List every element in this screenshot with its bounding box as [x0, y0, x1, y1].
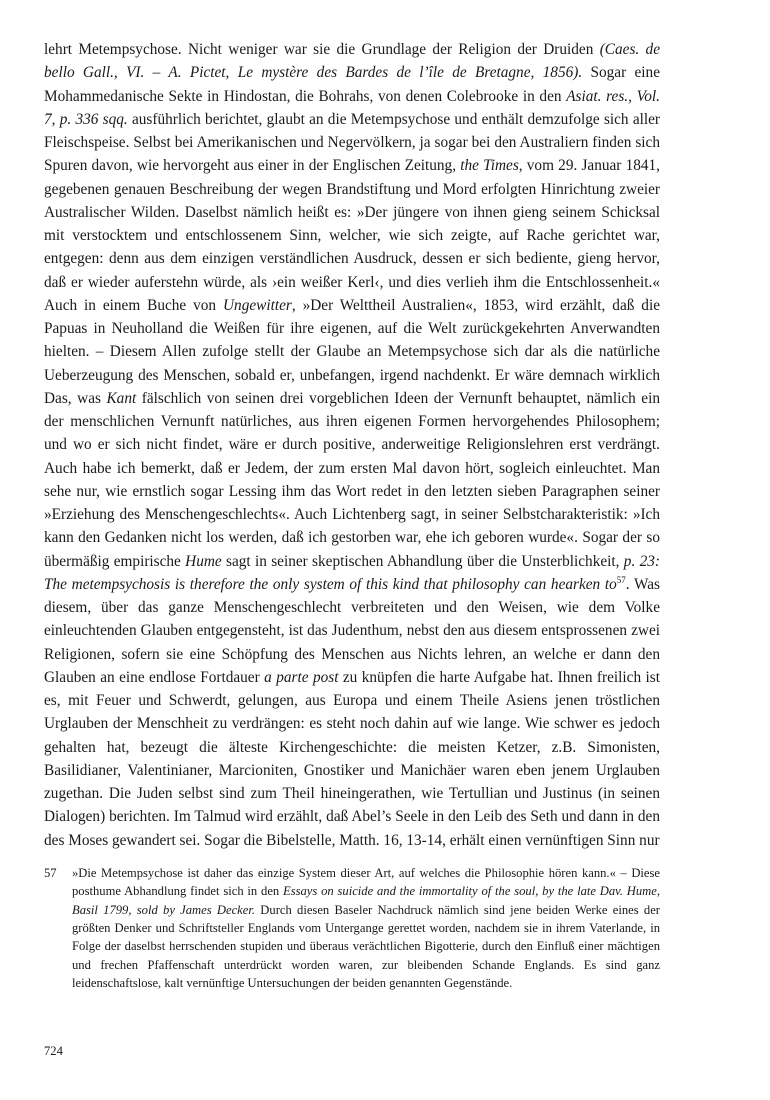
- text-run: sagt in seiner skeptischen Abhandlung über die Unsterblichkeit,: [221, 552, 624, 570]
- italic-run: (Caes. de bello Gall., VI. – A. Pictet, Le mystère des Bardes de l’île de Bretagne, 1856).: [44, 41, 660, 82]
- text-run: Durch diesen Baseler Nachdruck nämlich sind jene beiden Werke eines der größten Denker und Schriftsteller Englands vom Untergange gerettet worden, nachdem sie in ihrem Vaterlande, in Folge der daselbst herrschenden stupiden und überaus verächtlichen Bigotterie, durch den Einfluß einer mächtigen und frechen Pfaffenschaft unterdrückt worden waren, zur bleibenden Schande Englands. Es sind ganz leidenschaftslose, kalt vernünftige Untersuchungen der beiden genannten Gegenstände.: [72, 902, 660, 991]
- page-number: 724: [44, 1044, 63, 1058]
- text-run: . Was diesem, über das ganze Menschengeschlecht verbreiteten und den Weisen, wie dem Volke einleuchtenden Glauben entgegensteht, ist das Judenthum, nebst den aus diesem entsprossenen zwei Religionen, sofern sie eine Schöpfung des Menschen aus Nichts lehren, an welche er dann den Glauben an eine endlose Fortdauer: [44, 575, 660, 686]
- italic-run: Kant: [106, 389, 137, 407]
- footnote-reference: 57: [616, 574, 626, 585]
- text-run: , »Der Welttheil Australien«, 1853, wird erzählt, daß die Papuas in Neuholland die Weißen für ihre eigenen, auf die Welt zurückgekehrten Anverwandten hielten. – Diesem Allen zufolge stellt der Glaube an Metempsychose sich dar als die natürliche Ueberzeugung des Menschen, sobald er, unbefangen, irgend nachdenkt. Er wäre demnach wirklich Das, was: [44, 296, 660, 407]
- footnote-text: [72, 864, 660, 993]
- italic-run: a parte post: [264, 668, 339, 686]
- text-run: zu knüpfen die harte Aufgabe hat. Ihnen freilich ist es, mit Feuer und Schwerdt, gelungen, aus Europa und einem Theile Asiens jenen tröstlichen Urglauben der Menschheit zu verdrängen: es steht noch dahin auf wie lange. Wie schwer es jedoch gehalten hat, bezeugt die älteste Kirchengeschichte: die meisten Ketzer, z.B. Simonisten, Basilidianer, Valentinianer, Marcioniten, Gnostiker und Manichäer waren eben jenem Urglauben zugethan. Die Juden selbst sind zum Theil hineingerathen, wie Tertullian und Justinus (in seinen Dialogen) berichten. Im Talmud wird erzählt, daß Abel’s Seele in den Leib des Seth und dann in den des Moses gewandert sei. Sogar die Bibelstelle, Matth. 16, 13-14, erhält einen vernünftigen Sinn nur: [44, 668, 660, 849]
- footnote-number: 57: [44, 865, 57, 880]
- main-paragraph: [44, 38, 660, 852]
- text-run: lehrt Metempsychose. Nicht weniger war sie die Grundlage der Religion der Druiden: [44, 41, 600, 58]
- italic-run: Hume: [185, 552, 222, 570]
- italic-run: Asiat. res., Vol. 7, p. 336 sqq.: [44, 87, 660, 128]
- text-run: Sogar eine Mohammedanische Sekte in Hindostan, die Bohrahs, von denen Colebrooke in den: [44, 64, 660, 105]
- italic-run: Ungewitter: [223, 296, 292, 314]
- footnote: [44, 864, 660, 993]
- italic-run: p. 23: The metempsychosis is therefore the only system of this kind that philosophy can hearken to: [44, 552, 660, 593]
- text-run: ausführlich berichtet, glaubt an die Metempsychose und enthält demzufolge sich aller Fleischspeise. Selbst bei Amerikanischen und Negervölkern, ja sogar bei den Australiern finden sich Spuren davon, wie hervorgeht aus einer in der Englischen Zeitung,: [44, 110, 661, 175]
- italic-run: the Times: [460, 157, 519, 175]
- page-content: [44, 38, 660, 993]
- text-run: »Die Metempsychose ist daher das einzige System dieser Art, auf welches die Philosophie hören kann.« – Diese posthume Abhandlung findet sich in den: [72, 865, 660, 899]
- italic-run: Essays on suicide and the immortality of the soul, by the late Dav. Hume, Basil 1799, sold by James Decker.: [72, 884, 660, 917]
- text-run: fälschlich von seinen drei vorgeblichen Ideen der Vernunft behauptet, nämlich ein der menschlichen Vernunft natürliches, aus ihren eigenen Formen hervorgehendes Philosophem; und wo er sich nicht findet, wäre er durch positive, anderweitige Religionslehren erst verdrängt. Auch habe ich bemerkt, daß er Jedem, der zum ersten Mal davon hört, sogleich einleuchtet. Man sehe nur, wie ernstlich sogar Lessing ihm das Wort redet in den letzten sieben Paragraphen seiner »Erziehung des Menschengeschlechts«. Auch Lichtenberg sagt, in seiner Selbstcharakteristik: »Ich kann den Gedanken nicht los werden, daß ich gestorben war, ehe ich geboren wurde«. Sogar der so übermäßig empirische: [44, 389, 660, 570]
- text-run: , vom 29. Januar 1841, gegebenen genauen Beschreibung der wegen Brandstiftung und Mord erfolgten Hinrichtung zweier Australischer Wilden. Daselbst nämlich heißt es: »Der jüngere von ihnen gieng seinem Schicksal mit verstocktem und entschlossenem Sinn, welcher, wie sich zeigte, auf Rache gerichtet war, entgegen: denn aus dem einzigen verständlichen Ausdruck, dessen er sich bediente, gieng hervor, daß er wieder auferstehn würde, als ›ein weißer Kerl‹, und dies verlieh ihm die Entschlossenheit.« Auch in einem Buche von: [44, 157, 660, 314]
